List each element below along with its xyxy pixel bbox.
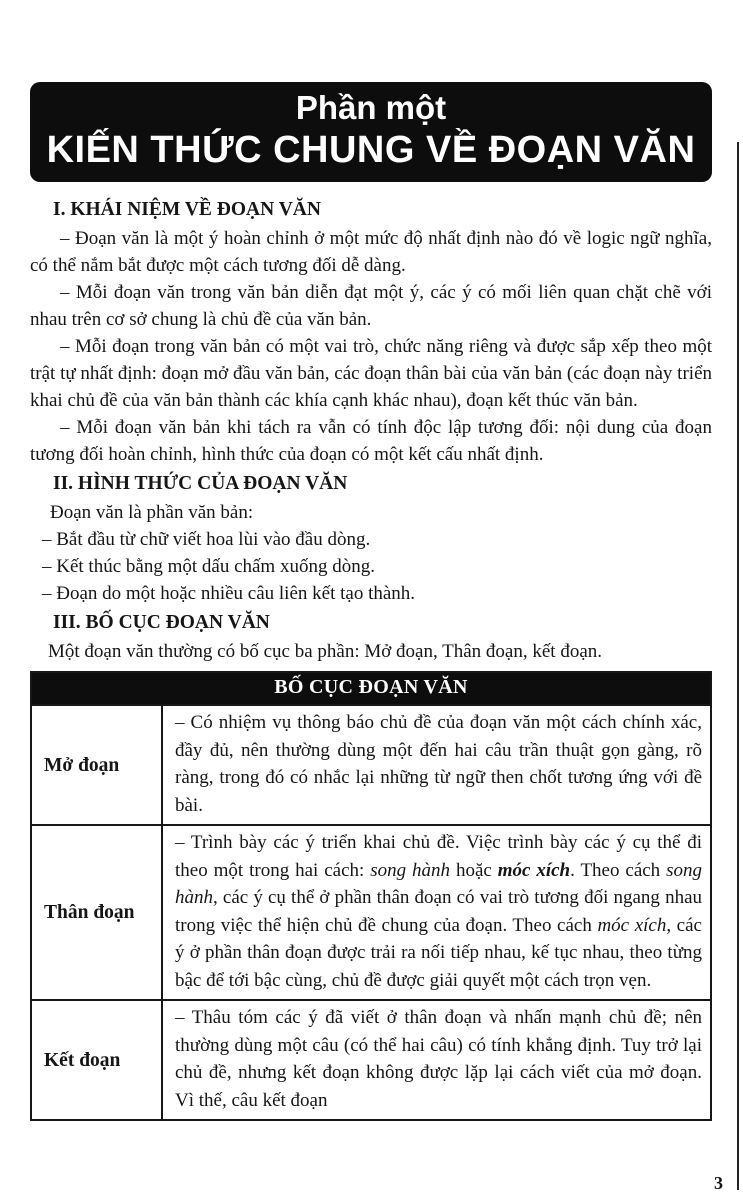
chapter-part-label: Phần một: [295, 89, 447, 126]
table-header-row: [31, 672, 711, 705]
row-content: – Có nhiệm vụ thông báo chủ đề của đoạn văn một cách chính xác, đầy đủ, nên thường dùng một đến hai câu trần thuật gọn gàng, rõ ràng, trong đó có nhắc lại những từ ngữ then chốt tương ứng với đề bài.: [162, 705, 711, 825]
scan-edge-line: [737, 142, 739, 1190]
row-label-ket-doan: Kết đoạn: [31, 1000, 162, 1120]
paragraph: – Mỗi đoạn văn trong văn bản diễn đạt một ý, các ý có mối liên quan chặt chẽ với nhau trên cơ sở chung là chủ đề của văn bản.: [30, 282, 712, 330]
table-title: BỐ CỤC ĐOẠN VĂN: [31, 672, 711, 705]
paragraph: Một đoạn văn thường có bố cục ba phần: Mở đoạn, Thân đoạn, kết đoạn.: [48, 641, 603, 662]
paragraph: – Mỗi đoạn văn bản khi tách ra vẫn có tính độc lập tương đối: nội dung của đoạn tương đối hoàn chỉnh, hình thức của đoạn có một kết cấu nhất định.: [30, 417, 712, 465]
structure-table: [30, 671, 712, 1121]
row-content: – Trình bày các ý triển khai chủ đề. Việc trình bày các ý cụ thể đi theo một trong hai cách: song hành hoặc móc xích. Theo cách song hành, các ý cụ thể ở phần thân đoạn có vai trò tương đối ngang nhau trong việc thể hiện chủ đề chung của đoạn. Theo cách móc xích, các ý ở phần thân đoạn được trải ra nối tiếp nhau, kế tục nhau, theo từng bậc để tới bậc cùng, chủ đề được giải quyết một cách trọn vẹn.: [162, 825, 711, 1000]
table-row: [31, 1000, 711, 1120]
row-label-than-doan: Thân đoạn: [31, 825, 162, 1000]
list-item: – Kết thúc bằng một dấu chấm xuống dòng.: [42, 556, 375, 577]
section-heading-2: II. HÌNH THỨC CỦA ĐOẠN VĂN: [53, 473, 348, 494]
paragraph: – Mỗi đoạn trong văn bản có một vai trò, chức năng riêng và được sắp xếp theo một trật tự nhất định: đoạn mở đầu văn bản, các đoạn thân bài của văn bản (các đoạn này triển khai chủ đề của văn bản thành các khía cạnh khác nhau), đoạn kết thúc văn bản.: [30, 336, 712, 411]
row-label-mo-doan: Mở đoạn: [31, 705, 162, 825]
paragraph: – Đoạn văn là một ý hoàn chỉnh ở một mức độ nhất định nào đó về logic ngữ nghĩa, có thể nắm bắt được một cách tương đối dễ dàng.: [30, 228, 712, 276]
list-item: – Bắt đầu từ chữ viết hoa lùi vào đầu dòng.: [42, 529, 371, 550]
list-item: – Đoạn do một hoặc nhiều câu liên kết tạo thành.: [42, 583, 416, 604]
page-number: 3: [714, 1173, 723, 1193]
section-heading-3: III. BỐ CỤC ĐOẠN VĂN: [53, 612, 270, 633]
table-row: [31, 825, 711, 1000]
row-content: – Thâu tóm các ý đã viết ở thân đoạn và nhấn mạnh chủ đề; nên thường dùng một câu (có thể hai câu) có tính khẳng định. Tuy trở lại chủ đề, nhưng kết đoạn không được lặp lại cách viết của mở đoạn. Vì thế, câu kết đoạn: [162, 1000, 711, 1120]
section-heading-1: I. KHÁI NIỆM VỀ ĐOẠN VĂN: [53, 199, 321, 220]
chapter-header: [30, 82, 712, 182]
chapter-title: KIẾN THỨC CHUNG VỀ ĐOẠN VĂN: [46, 129, 696, 171]
table-row: [31, 705, 711, 825]
document-body: [30, 196, 712, 1121]
paragraph: Đoạn văn là phần văn bản:: [50, 502, 254, 523]
